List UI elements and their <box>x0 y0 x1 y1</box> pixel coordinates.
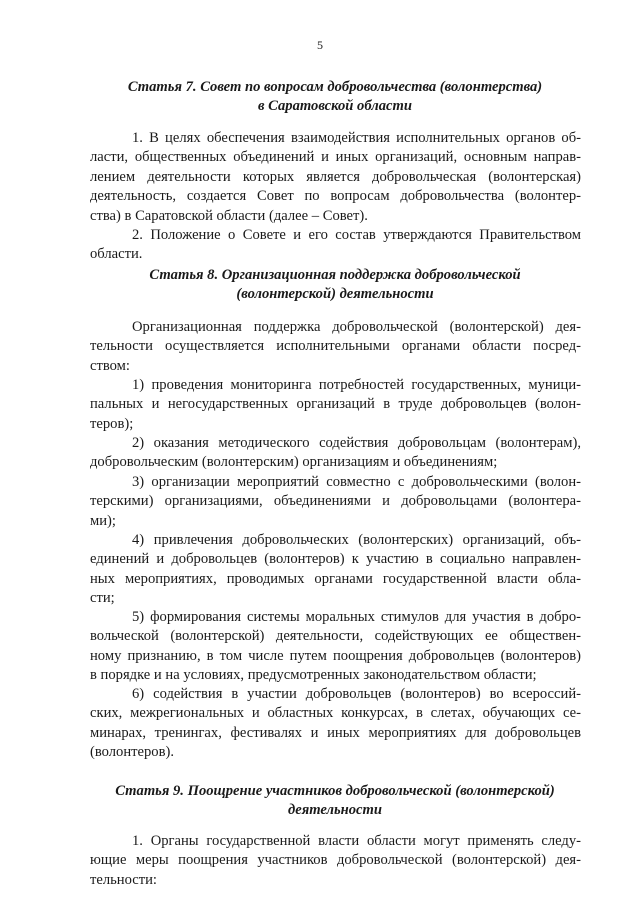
text-line: 6) содействия в участии добровольцев (волонтеров) во всероссий- <box>132 686 581 702</box>
heading-line: (волонтерской) деятельности <box>236 285 434 302</box>
text-line: 1. Органы государственной власти области могут применять следу- <box>132 833 581 849</box>
text-line: ми); <box>90 512 116 529</box>
text-line: ством: <box>90 357 130 374</box>
text-line: 2) оказания методического содействия добровольцам (волонтерам), <box>132 435 581 451</box>
heading-line: Статья 7. Совет по вопросам добровольчества (волонтерства) <box>127 79 543 95</box>
text-line: (волонтеров). <box>90 744 174 761</box>
text-line: вольческой (волонтерской) деятельности, содействующих ее обществен- <box>90 628 581 645</box>
heading-line: Статья 9. Поощрение участников добровольческой (волонтерской) <box>115 783 555 799</box>
text-line: 5) формирования системы моральных стимулов для участия в добро- <box>132 609 581 625</box>
article-8-item-5 <box>90 608 581 686</box>
text-line: ных мероприятиях, проводимых органами государственной власти обла- <box>90 570 581 587</box>
text-line: 4) привлечения добровольческих (волонтерских) организаций, объ- <box>132 532 581 548</box>
page-number: 5 <box>317 38 323 52</box>
article-8-item-2 <box>90 434 581 473</box>
article-9-heading <box>90 782 580 819</box>
text-line: области. <box>90 246 143 263</box>
text-line: Организационная поддержка добровольческой (волонтерской) дея- <box>132 319 581 335</box>
text-line: тельности: <box>90 871 157 888</box>
text-line: лением деятельности которых является добровольческая (волонтерская) <box>90 168 581 185</box>
text-line: теров); <box>90 415 134 432</box>
text-line: добровольческим (волонтерским) организациям и объединениям; <box>90 454 498 471</box>
article-9-paragraph-1 <box>90 832 581 890</box>
text-line: 1. В целях обеспечения взаимодействия исполнительных органов об- <box>132 130 581 146</box>
text-line: пальных и негосударственных организаций в труде добровольцев (волон- <box>90 396 581 413</box>
article-8-item-1 <box>90 376 581 434</box>
article-8-heading <box>90 266 580 303</box>
heading-line: в Саратовской области <box>257 97 412 114</box>
article-8-item-6 <box>90 685 581 763</box>
text-line: сти; <box>90 590 115 607</box>
text-line: единений и добровольцев (волонтеров) к участию в социально направлен- <box>90 551 581 568</box>
text-line: 1) проведения мониторинга потребностей государственных, муници- <box>132 377 581 393</box>
article-8-item-4 <box>90 531 581 609</box>
heading-line: Статья 8. Организационная поддержка добровольческой <box>149 267 521 283</box>
text-line: ющие меры поощрения участников добровольческой (волонтерской) дея- <box>90 852 581 869</box>
heading-line: деятельности <box>287 801 382 818</box>
text-line: 2. Положение о Совете и его состав утверждаются Правительством <box>132 227 581 243</box>
text-line: в порядке и на условиях, предусмотренных законодательством области; <box>90 667 537 684</box>
article-8-item-3 <box>90 473 581 531</box>
text-line: ских, межрегиональных и областных конкурсах, в слетах, обучающих се- <box>90 705 581 722</box>
article-7-paragraph-2 <box>90 226 581 265</box>
article-7-heading <box>90 78 580 115</box>
article-8-intro <box>90 318 581 376</box>
text-line: ному признанию, в том числе путем поощрения добровольцев (волонтеров) <box>90 647 581 664</box>
article-7-paragraph-1 <box>90 129 581 226</box>
text-line: минарах, тренингах, фестивалях и иных мероприятиях для добровольцев <box>90 724 581 741</box>
text-line: 3) организации мероприятий совместно с добровольческими (волон- <box>132 474 581 490</box>
text-line: ства) в Саратовской области (далее – Совет). <box>90 207 368 224</box>
text-line: ласти, общественных объединений и иных организаций, основным направ- <box>90 149 581 166</box>
text-line: тельности осуществляется исполнительными органами области посред- <box>90 338 581 355</box>
text-line: терскими) организациями, объединениями и добровольцами (волонтера- <box>90 493 581 510</box>
text-line: деятельность, создается Совет по вопросам добровольчества (волонтер- <box>90 188 581 205</box>
